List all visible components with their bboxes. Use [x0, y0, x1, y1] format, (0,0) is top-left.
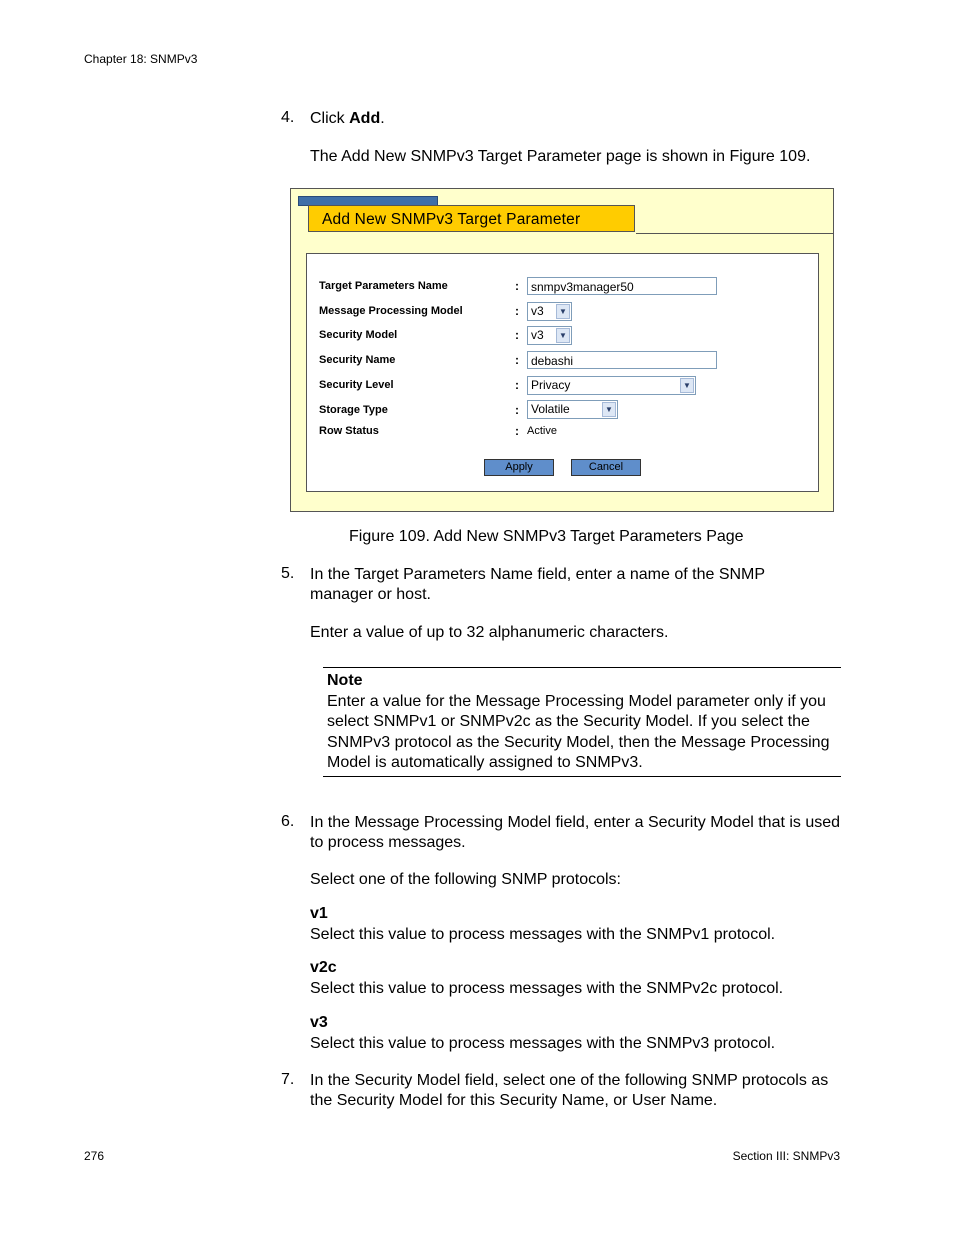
security-name-label: Security Name	[319, 354, 396, 366]
storage-type-select[interactable]: Volatile ▼	[527, 400, 618, 419]
security-name-input[interactable]: debashi	[527, 351, 717, 369]
note-box	[323, 667, 841, 777]
step-6-text: In the Message Processing Model field, enter a Security Model that is used to process messages.	[310, 814, 841, 851]
security-level-select[interactable]: Privacy ▼	[527, 376, 696, 395]
mp-model-select[interactable]: v3 ▼	[527, 302, 572, 321]
security-model-label: Security Model	[319, 329, 398, 341]
form-panel	[306, 253, 819, 492]
colon: :	[515, 403, 519, 417]
option-v1-term: v1	[310, 905, 328, 922]
chevron-down-icon[interactable]: ▼	[556, 304, 570, 319]
cancel-button[interactable]: Cancel	[571, 459, 641, 476]
chevron-down-icon[interactable]: ▼	[602, 402, 616, 417]
option-v1-description: Select this value to process messages with the SNMPv1 protocol.	[310, 926, 776, 943]
target-name-label: Target Parameters Name	[319, 280, 448, 292]
add-keyword: Add	[349, 110, 381, 127]
chevron-down-icon[interactable]: ▼	[680, 378, 694, 393]
figure-page-title: Add New SNMPv3 Target Parameter	[308, 205, 635, 232]
figure-screenshot	[290, 188, 834, 512]
step-5-text: In the Target Parameters Name field, enter a name of the SNMP manager or host.	[310, 566, 765, 603]
figure-caption: Figure 109. Add New SNMPv3 Target Parameters Page	[349, 528, 744, 545]
mp-model-label: Message Processing Model	[319, 305, 463, 317]
option-v2c-term: v2c	[310, 959, 337, 976]
page-number: 276	[84, 1149, 105, 1163]
colon: :	[515, 353, 519, 367]
step-7-number: 7.	[281, 1071, 295, 1088]
running-footer-section: Section III: SNMPv3	[732, 1149, 840, 1163]
colon: :	[515, 378, 519, 392]
row-status-value: Active	[527, 425, 557, 437]
option-v3-term: v3	[310, 1014, 328, 1031]
chevron-down-icon[interactable]: ▼	[556, 328, 570, 343]
step-6-number: 6.	[281, 813, 295, 830]
apply-button[interactable]: Apply	[484, 459, 554, 476]
colon: :	[515, 304, 519, 318]
step-4-text: Click Add.	[310, 110, 385, 127]
storage-type-label: Storage Type	[319, 404, 388, 416]
step-5-number: 5.	[281, 565, 295, 582]
step-6-description: Select one of the following SNMP protocols:	[310, 871, 621, 888]
target-name-input[interactable]: snmpv3manager50	[527, 277, 717, 295]
security-model-select[interactable]: v3 ▼	[527, 326, 572, 345]
colon: :	[515, 279, 519, 293]
option-v2c-description: Select this value to process messages with the SNMPv2c protocol.	[310, 980, 784, 997]
option-v3-description: Select this value to process messages with the SNMPv3 protocol.	[310, 1035, 776, 1052]
note-title: Note	[327, 672, 363, 689]
row-status-label: Row Status	[319, 425, 379, 437]
colon: :	[515, 424, 519, 438]
running-header: Chapter 18: SNMPv3	[84, 52, 198, 66]
step-4-number: 4.	[281, 109, 295, 126]
note-body: Enter a value for the Message Processing Model parameter only if you select SNMPv1 or SNMPv2c as the Security Model. If you select the SNMPv3 protocol as the Security Model, then the Message Processing Model is automatically assigned to SNMPv3.	[327, 693, 830, 771]
step-7-text: In the Security Model field, select one of the following SNMP protocols as the Security Model for this Security Name, or User Name.	[310, 1072, 829, 1109]
figure-title-divider	[636, 233, 833, 234]
colon: :	[515, 328, 519, 342]
step-5-description: Enter a value of up to 32 alphanumeric characters.	[310, 624, 669, 641]
security-level-label: Security Level	[319, 379, 394, 391]
step-4-description: The Add New SNMPv3 Target Parameter page is shown in Figure 109.	[310, 148, 811, 165]
